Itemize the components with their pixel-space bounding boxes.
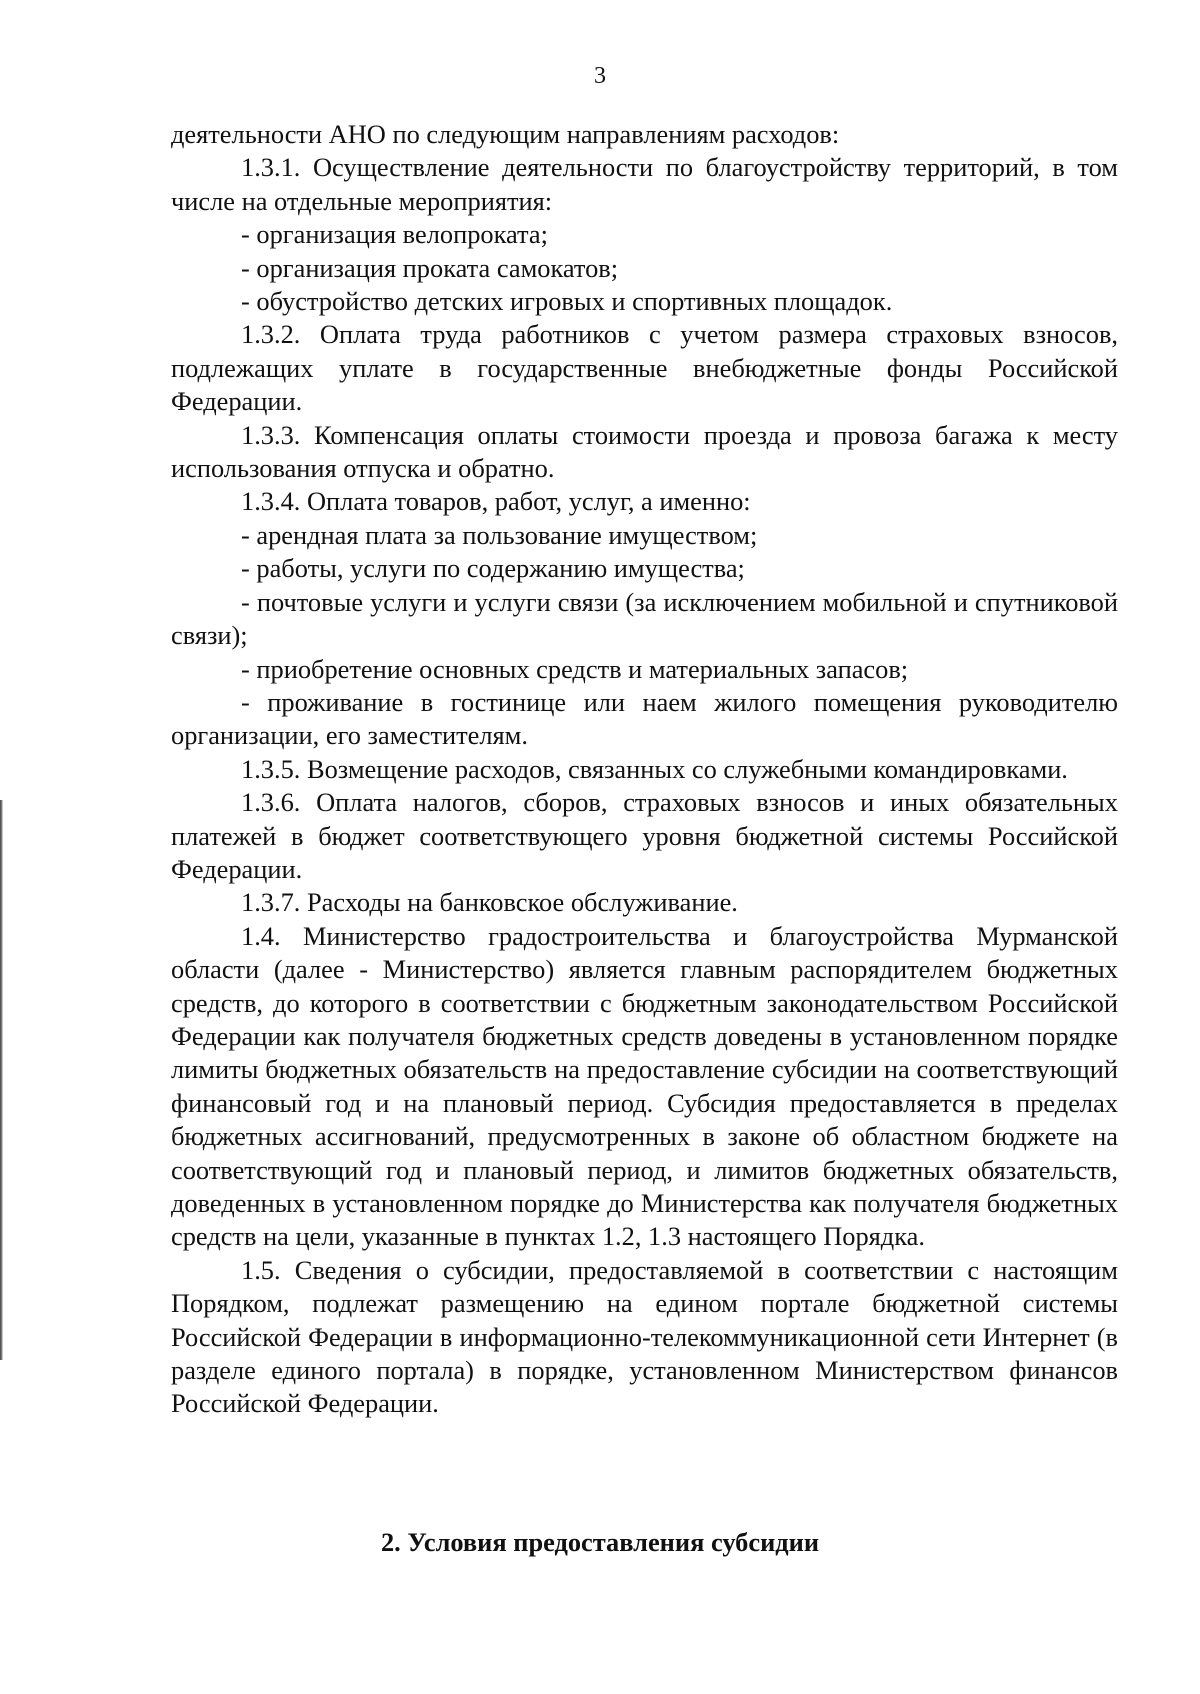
paragraph-1-4: 1.4. Министерство градостроительства и благоустройства Мурманской области (далее - Министерство) является главным распорядителем бюджетных средств, до которого в соответствии с бюджетным законодательством Российской Федерации как получателя бюджетных средств доведены в установленном порядке лимиты бюджетных обязательств на предоставление субсидии на соответствующий финансовый год и на плановый период. Субсидия предоставляется в пределах бюджетных ассигнований, предусмотренных в законе об областном бюджете на соответствующий год и плановый период, и лимитов бюджетных обязательств, доведенных в установленном порядке до Министерства как получателя бюджетных средств на цели, указанные в пунктах 1.2, 1.3 настоящего Порядка.: [171, 920, 1118, 1252]
list-item-rent: - арендная плата за пользование имуществом;: [241, 519, 758, 550]
paragraph-1-3-2: 1.3.2. Оплата труда работников с учетом размера страховых взносов, подлежащих уплате в государственные внебюджетные фонды Российской Федерации.: [171, 319, 1118, 417]
list-item-postal: - почтовые услуги и услуги связи (за исключением мобильной и спутниковой связи);: [171, 586, 1118, 651]
document-body: [171, 118, 1118, 1421]
paragraph-1-3-7: 1.3.7. Расходы на банковское обслуживание.: [241, 887, 738, 918]
scan-edge-artifact: [0, 800, 3, 1360]
paragraph-1-3-5: 1.3.5. Возмещение расходов, связанных со служебными командировками.: [241, 753, 1068, 784]
page-number: 3: [594, 63, 606, 89]
paragraph-1-3-6: 1.3.6. Оплата налогов, сборов, страховых взносов и иных обязательных платежей в бюджет соответствующего уровня бюджетной системы Российской Федерации.: [171, 787, 1118, 884]
list-item-bike-rental: - организация велопроката;: [241, 219, 548, 250]
list-item-maintenance: - работы, услуги по содержанию имущества;: [241, 553, 745, 584]
list-item-assets: - приобретение основных средств и материальных запасов;: [241, 653, 909, 684]
paragraph-1-3-1: 1.3.1. Осуществление деятельности по благоустройству территорий, в том числе на отдельные мероприятия:: [171, 152, 1118, 216]
paragraph-1-3-3: 1.3.3. Компенсация оплаты стоимости проезда и провоза багажа к месту использования отпуска и обратно.: [171, 419, 1118, 484]
paragraph-intro: деятельности АНО по следующим направлениям расходов:: [171, 119, 840, 149]
list-item-playgrounds: - обустройство детских игровых и спортивных площадок.: [241, 286, 893, 317]
paragraph-1-5: 1.5. Сведения о субсидии, предоставляемой в соответствии с настоящим Порядком, подлежат размещению на едином портале бюджетной системы Российской Федерации в информационно-телекоммуникационной сети Интернет (в разделе единого портала) в порядке, установленном Министерством финансов Российской Федерации.: [171, 1254, 1118, 1419]
list-item-accommodation: - проживание в гостинице или наем жилого помещения руководителю организации, его заместителям.: [171, 686, 1118, 751]
section-heading: 2. Условия предоставления субсидии: [380, 1527, 820, 1557]
list-item-scooter-rental: - организация проката самокатов;: [241, 252, 619, 283]
paragraph-1-3-4: 1.3.4. Оплата товаров, работ, услуг, а именно:: [241, 486, 751, 517]
